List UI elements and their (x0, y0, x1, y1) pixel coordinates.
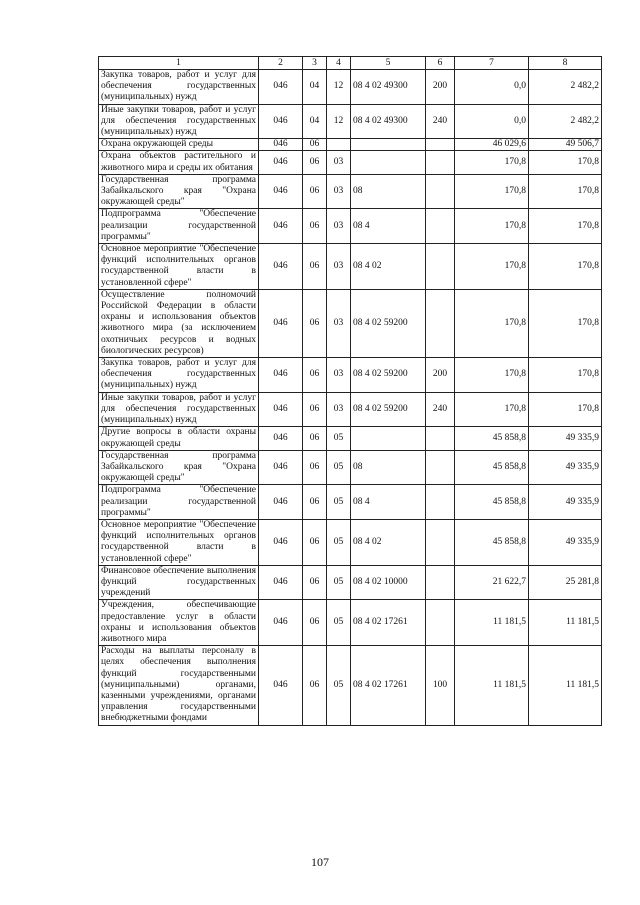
cell-ministry-code: 046 (259, 427, 303, 450)
table-row (99, 450, 602, 485)
cell-section: 06 (303, 600, 327, 646)
cell-section: 06 (303, 565, 327, 600)
cell-section: 06 (303, 358, 327, 393)
cell-target-article: 08 4 02 59200 (351, 392, 426, 427)
cell-ministry-code: 046 (259, 139, 303, 151)
cell-amount-year2: 25 281,8 (529, 565, 602, 600)
header-col-3: 3 (303, 57, 327, 70)
cell-target-article (351, 139, 426, 151)
cell-subsection (327, 139, 351, 151)
row-name: Подпрограмма "Обеспечение реализации государственной программы" (99, 209, 259, 244)
cell-section: 06 (303, 289, 327, 357)
cell-ministry-code: 046 (259, 600, 303, 646)
row-name: Государственная программа Забайкальского края "Охрана окружающей среды" (99, 450, 259, 485)
cell-expense-type (426, 139, 455, 151)
cell-section: 04 (303, 70, 327, 105)
table-row (99, 427, 602, 450)
row-name: Государственная программа Забайкальского края "Охрана окружающей среды" (99, 174, 259, 209)
cell-amount-year2: 170,8 (529, 151, 602, 174)
cell-expense-type (426, 519, 455, 565)
cell-amount-year2: 11 181,5 (529, 600, 602, 646)
cell-amount-year2: 49 335,9 (529, 519, 602, 565)
cell-target-article (351, 427, 426, 450)
cell-ministry-code: 046 (259, 646, 303, 725)
cell-expense-type (426, 600, 455, 646)
cell-amount-year2: 49 335,9 (529, 450, 602, 485)
cell-amount-year2: 170,8 (529, 358, 602, 393)
table-row (99, 565, 602, 600)
cell-subsection: 03 (327, 358, 351, 393)
cell-ministry-code: 046 (259, 104, 303, 139)
budget-table (98, 56, 602, 726)
cell-ministry-code: 046 (259, 174, 303, 209)
cell-expense-type: 200 (426, 358, 455, 393)
cell-target-article (351, 151, 426, 174)
cell-amount-year2: 170,8 (529, 289, 602, 357)
table-row (99, 244, 602, 290)
table-row (99, 358, 602, 393)
cell-amount-year2: 49 335,9 (529, 485, 602, 520)
header-col-4: 4 (327, 57, 351, 70)
cell-target-article: 08 (351, 174, 426, 209)
table-row (99, 70, 602, 105)
cell-amount-year2: 170,8 (529, 209, 602, 244)
table-body (99, 70, 602, 726)
cell-section: 06 (303, 209, 327, 244)
row-name: Иные закупки товаров, работ и услуг для обеспечения государственных (муниципальных) нужд (99, 104, 259, 139)
cell-amount-year2: 170,8 (529, 244, 602, 290)
row-name: Закупка товаров, работ и услуг для обеспечения государственных (муниципальных) нужд (99, 70, 259, 105)
cell-target-article: 08 4 (351, 485, 426, 520)
cell-expense-type (426, 485, 455, 520)
cell-amount-year2: 170,8 (529, 174, 602, 209)
cell-ministry-code: 046 (259, 392, 303, 427)
cell-expense-type (426, 151, 455, 174)
cell-section: 06 (303, 151, 327, 174)
cell-target-article: 08 4 02 59200 (351, 358, 426, 393)
cell-amount-year1: 46 029,6 (455, 139, 529, 151)
cell-subsection: 03 (327, 174, 351, 209)
row-name: Охрана объектов растительного и животного мира и среды их обитания (99, 151, 259, 174)
cell-target-article: 08 (351, 450, 426, 485)
cell-target-article: 08 4 02 59200 (351, 289, 426, 357)
cell-expense-type (426, 209, 455, 244)
cell-subsection: 05 (327, 565, 351, 600)
cell-amount-year1: 170,8 (455, 174, 529, 209)
cell-amount-year2: 2 482,2 (529, 104, 602, 139)
row-name: Основное мероприятие "Обеспечение функций исполнительных органов государственной власти в установленной сфере" (99, 244, 259, 290)
cell-section: 06 (303, 244, 327, 290)
table-row (99, 519, 602, 565)
cell-amount-year1: 45 858,8 (455, 485, 529, 520)
cell-subsection: 03 (327, 244, 351, 290)
header-row (99, 57, 602, 70)
cell-expense-type: 240 (426, 104, 455, 139)
cell-amount-year1: 170,8 (455, 209, 529, 244)
cell-ministry-code: 046 (259, 244, 303, 290)
cell-ministry-code: 046 (259, 565, 303, 600)
cell-expense-type (426, 450, 455, 485)
cell-amount-year1: 170,8 (455, 392, 529, 427)
cell-expense-type: 200 (426, 70, 455, 105)
cell-amount-year1: 170,8 (455, 289, 529, 357)
cell-ministry-code: 046 (259, 70, 303, 105)
cell-subsection: 12 (327, 70, 351, 105)
cell-amount-year2: 170,8 (529, 392, 602, 427)
table-header (99, 57, 602, 70)
cell-expense-type (426, 289, 455, 357)
cell-amount-year1: 21 622,7 (455, 565, 529, 600)
cell-section: 06 (303, 646, 327, 725)
table-row (99, 289, 602, 357)
cell-subsection: 12 (327, 104, 351, 139)
table-row (99, 392, 602, 427)
cell-subsection: 05 (327, 646, 351, 725)
cell-expense-type: 240 (426, 392, 455, 427)
cell-amount-year1: 170,8 (455, 151, 529, 174)
row-name: Расходы на выплаты персоналу в целях обеспечения выполнения функций государственными (муниципальными) органами, казенными учреждениями, органами управления государственными внебюджетными фондами (99, 646, 259, 725)
cell-ministry-code: 046 (259, 358, 303, 393)
cell-ministry-code: 046 (259, 519, 303, 565)
row-name: Иные закупки товаров, работ и услуг для обеспечения государственных (муниципальных) нужд (99, 392, 259, 427)
cell-section: 04 (303, 104, 327, 139)
cell-expense-type (426, 244, 455, 290)
row-name: Осуществление полномочий Российской Федерации в области охраны и использования объектов животного мира (за исключением охотничьих ресурсов и водных биологических ресурсов) (99, 289, 259, 357)
cell-ministry-code: 046 (259, 151, 303, 174)
table-row (99, 104, 602, 139)
row-name: Финансовое обеспечение выполнения функций государственных учреждений (99, 565, 259, 600)
table-row (99, 174, 602, 209)
header-col-7: 7 (455, 57, 529, 70)
cell-section: 06 (303, 519, 327, 565)
table-row (99, 151, 602, 174)
header-col-5: 5 (351, 57, 426, 70)
cell-amount-year1: 45 858,8 (455, 450, 529, 485)
cell-subsection: 05 (327, 427, 351, 450)
cell-amount-year1: 11 181,5 (455, 646, 529, 725)
cell-amount-year1: 170,8 (455, 358, 529, 393)
row-name: Подпрограмма "Обеспечение реализации государственной программы" (99, 485, 259, 520)
table-row (99, 485, 602, 520)
cell-ministry-code: 046 (259, 289, 303, 357)
cell-section: 06 (303, 485, 327, 520)
header-col-6: 6 (426, 57, 455, 70)
cell-amount-year2: 49 506,7 (529, 139, 602, 151)
cell-target-article: 08 4 02 49300 (351, 70, 426, 105)
cell-target-article: 08 4 02 (351, 519, 426, 565)
header-col-1: 1 (99, 57, 259, 70)
cell-ministry-code: 046 (259, 450, 303, 485)
cell-section: 06 (303, 139, 327, 151)
cell-expense-type (426, 565, 455, 600)
cell-amount-year2: 2 482,2 (529, 70, 602, 105)
cell-expense-type (426, 427, 455, 450)
cell-subsection: 03 (327, 209, 351, 244)
cell-amount-year1: 170,8 (455, 244, 529, 290)
table-row (99, 646, 602, 725)
cell-target-article: 08 4 02 10000 (351, 565, 426, 600)
row-name: Закупка товаров, работ и услуг для обеспечения государственных (муниципальных) нужд (99, 358, 259, 393)
cell-subsection: 03 (327, 151, 351, 174)
row-name: Другие вопросы в области охраны окружающей среды (99, 427, 259, 450)
cell-target-article: 08 4 02 17261 (351, 646, 426, 725)
cell-target-article: 08 4 02 17261 (351, 600, 426, 646)
cell-section: 06 (303, 174, 327, 209)
cell-amount-year1: 45 858,8 (455, 427, 529, 450)
cell-target-article: 08 4 02 (351, 244, 426, 290)
cell-expense-type (426, 174, 455, 209)
row-name: Учреждения, обеспечивающие предоставление услуг в области охраны и использования объектов животного мира (99, 600, 259, 646)
cell-section: 06 (303, 392, 327, 427)
cell-ministry-code: 046 (259, 209, 303, 244)
cell-subsection: 05 (327, 519, 351, 565)
cell-subsection: 05 (327, 485, 351, 520)
page-number: 107 (311, 855, 329, 869)
header-col-2: 2 (259, 57, 303, 70)
cell-ministry-code: 046 (259, 485, 303, 520)
cell-target-article: 08 4 (351, 209, 426, 244)
cell-amount-year2: 11 181,5 (529, 646, 602, 725)
cell-expense-type: 100 (426, 646, 455, 725)
cell-amount-year2: 49 335,9 (529, 427, 602, 450)
cell-subsection: 05 (327, 450, 351, 485)
cell-subsection: 03 (327, 289, 351, 357)
table-row (99, 139, 602, 151)
cell-amount-year1: 0,0 (455, 70, 529, 105)
header-col-8: 8 (529, 57, 602, 70)
row-name: Охрана окружающей среды (99, 139, 259, 151)
table-row (99, 209, 602, 244)
row-name: Основное мероприятие "Обеспечение функций исполнительных органов государственной власти в установленной сфере" (99, 519, 259, 565)
cell-section: 06 (303, 450, 327, 485)
cell-target-article: 08 4 02 49300 (351, 104, 426, 139)
cell-amount-year1: 11 181,5 (455, 600, 529, 646)
cell-subsection: 05 (327, 600, 351, 646)
cell-amount-year1: 45 858,8 (455, 519, 529, 565)
cell-amount-year1: 0,0 (455, 104, 529, 139)
cell-section: 06 (303, 427, 327, 450)
cell-subsection: 03 (327, 392, 351, 427)
table-row (99, 600, 602, 646)
